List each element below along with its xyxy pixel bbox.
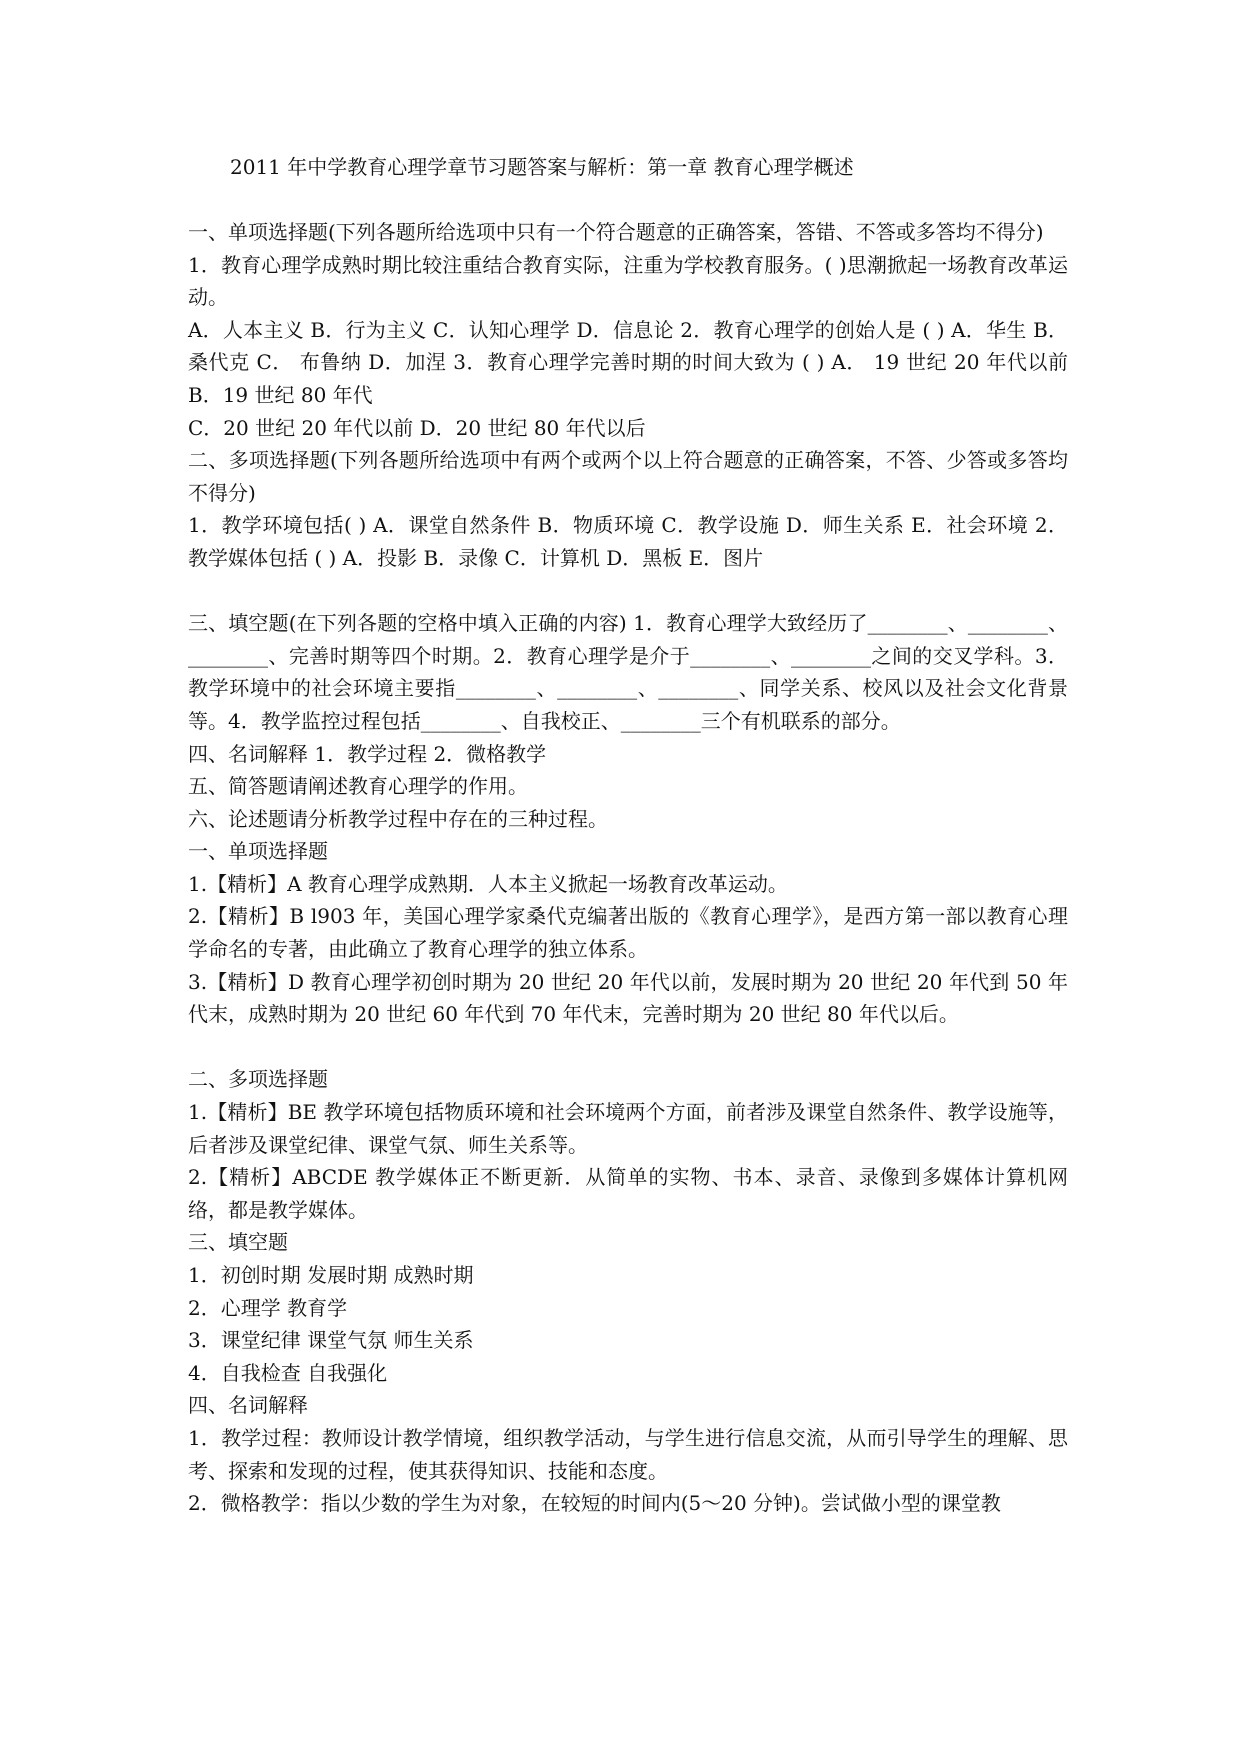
answer-heading-term-definition: 四、名词解释 — [188, 1393, 308, 1418]
answer-paragraph: 1.【精析】BE 教学环境包括物质环境和社会环境两个方面，前者涉及课堂自然条件、教学设施等，后者涉及课堂纪律、课堂气氛、师生关系等。 — [188, 1100, 1068, 1157]
answer-paragraph: 2．心理学 教育学 — [188, 1295, 348, 1320]
question-paragraph: C．20 世纪 20 年代以前 D．20 世纪 80 年代以后 — [188, 415, 646, 440]
answer-paragraph: 1.【精析】A 教育心理学成熟期．人本主义掀起一场教育改革运动。 — [188, 871, 788, 896]
answer-paragraph: 3．课堂纪律 课堂气氛 师生关系 — [188, 1328, 474, 1353]
answer-paragraph: 3.【精析】D 教育心理学初创时期为 20 世纪 20 年代以前，发展时期为 20 世纪 20 年代到 50 年代末，成熟时期为 20 世纪 60 年代到 70 年代末，完善时期为 20 世纪 80 年代以后。 — [188, 969, 1068, 1027]
blank-line — [188, 1031, 1068, 1064]
question-paragraph: 1．教学环境包括( ) A．课堂自然条件 B．物质环境 C．教学设施 D．师生关系 E．社会环境 2．教学媒体包括 ( ) A．投影 B．录像 C．计算机 D．黑板 E．图片 — [188, 513, 1068, 570]
section-heading-single-choice: 一、单项选择题(下列各题所给选项中只有一个符合题意的正确答案，答错、不答或多答均不得分) — [188, 220, 1044, 244]
question-paragraph: 1．教育心理学成熟时期比较注重结合教育实际，注重为学校教育服务。( )思潮掀起一场教育改革运动。 — [188, 252, 1068, 310]
answer-paragraph: 2.【精析】B l903 年，美国心理学家桑代克编著出版的《教育心理学》，是西方第一部以教育心理学命名的专著，由此确立了教育心理学的独立体系。 — [188, 904, 1068, 962]
answer-paragraph: 1．初创时期 发展时期 成熟时期 — [188, 1263, 474, 1287]
question-paragraph: A．人本主义 B．行为主义 C．认知心理学 D．信息论 2．教育心理学的创始人是 ( ) A．华生 B． 桑代克 C． 布鲁纳 D．加涅 3．教育心理学完善时期的时间大致为 ( ) A． 19 世纪 20 年代以前 B．19 世纪 80 年代 — [188, 317, 1068, 407]
section-essay: 六、论述题请分析教学过程中存在的三种过程。 — [188, 806, 608, 831]
document-title: 2011 年中学教育心理学章节习题答案与解析：第一章 教育心理学概述 — [230, 155, 854, 179]
document-body — [188, 216, 1068, 1520]
section-term-definition: 四、名词解释 1．教学过程 2．微格教学 — [188, 741, 547, 766]
section-short-answer: 五、简答题请阐述教育心理学的作用。 — [188, 774, 528, 799]
answer-paragraph: 1．教学过程：教师设计教学情境，组织教学活动，与学生进行信息交流，从而引导学生的理解、思考、探索和发现的过程，使其获得知识、技能和态度。 — [188, 1425, 1068, 1483]
blank-line — [188, 575, 1068, 608]
answer-heading-single-choice: 一、单项选择题 — [188, 839, 328, 864]
answer-heading-multiple-choice: 二、多项选择题 — [188, 1067, 328, 1092]
answer-paragraph: 4．自我检查 自我强化 — [188, 1360, 388, 1385]
answer-paragraph: 2．微格教学：指以少数的学生为对象，在较短的时间内(5～20 分钟)。尝试做小型的课堂教 — [188, 1491, 1001, 1516]
answer-paragraph: 2.【精析】ABCDE 教学媒体正不断更新．从简单的实物、书本、录音、录像到多媒体计算机网络，都是教学媒体。 — [188, 1165, 1068, 1222]
section-heading-multiple-choice: 二、多项选择题(下列各题所给选项中有两个或两个以上符合题意的正确答案，不答、少答或多答均不得分) — [188, 448, 1068, 505]
section-fill-in-blank: 三、填空题(在下列各题的空格中填入正确的内容) 1．教育心理学大致经历了________、________、________、完善时期等四个时期。2．教育心理学是介于________、________之间的交叉学科。3．教学环境中的社会环境主要指________、________、________、同学关系、校风以及社会文化背景等。4．教学监控过程包括________、自我校正、________三个有机联系的部分。 — [188, 611, 1068, 733]
answer-heading-fill-in-blank: 三、填空题 — [188, 1230, 288, 1255]
